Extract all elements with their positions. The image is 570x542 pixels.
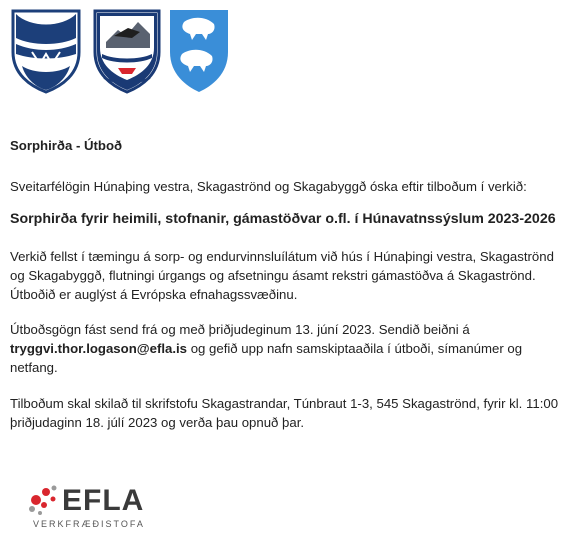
efla-wordmark: EFLA xyxy=(62,484,145,517)
submission-paragraph: Tilboðum skal skilað til skrifstofu Skagastrandar, Túnbraut 1-3, 545 Skagaströnd, fyrir kl. 11:00 þriðjudaginn 18. júlí 2023 og verða þau opnuð þar. xyxy=(10,396,559,430)
documents-text-end: og gefið upp nafn samskiptaaðila í útboði, símanúmer og netfang. xyxy=(10,341,523,375)
documents-paragraph xyxy=(10,320,562,377)
crest-hunathing-vestra-icon xyxy=(10,8,82,94)
contact-email: tryggvi.thor.logason@efla.is xyxy=(10,341,188,356)
efla-subtitle: VERKFRÆÐISTOFA xyxy=(33,519,145,529)
crest-skagastrond-icon xyxy=(92,8,162,94)
efla-logo xyxy=(26,478,166,534)
efla-dots-icon xyxy=(26,478,66,518)
documents-text-start: Útboðsgögn fást send frá og með þriðjudeginum 13. júní 2023. Sendið beiðni á xyxy=(10,322,470,337)
intro-text: Sveitarfélögin Húnaþing vestra, Skagaströnd og Skagabyggð óska eftir tilboðum í verkið: xyxy=(10,179,527,194)
project-title: Sorphirða fyrir heimili, stofnanir, gámastöðvar o.fl. í Húnavatnssýslum 2023-2026 xyxy=(10,211,556,227)
crest-skagabyggd-icon xyxy=(168,8,230,94)
scope-paragraph: Verkið fellst í tæmingu á sorp- og endurvinnsluílátum við hús í Húnaþingi vestra, Skagaströnd og Skagabyggð, flutningi úrgangs og afsetningu ásamt rekstri gámastöðva á Skagaströnd. Útboðið er auglýst á Evrópska efnahagssvæðinu. xyxy=(10,249,554,302)
document-heading: Sorphirða - Útboð xyxy=(10,138,123,153)
